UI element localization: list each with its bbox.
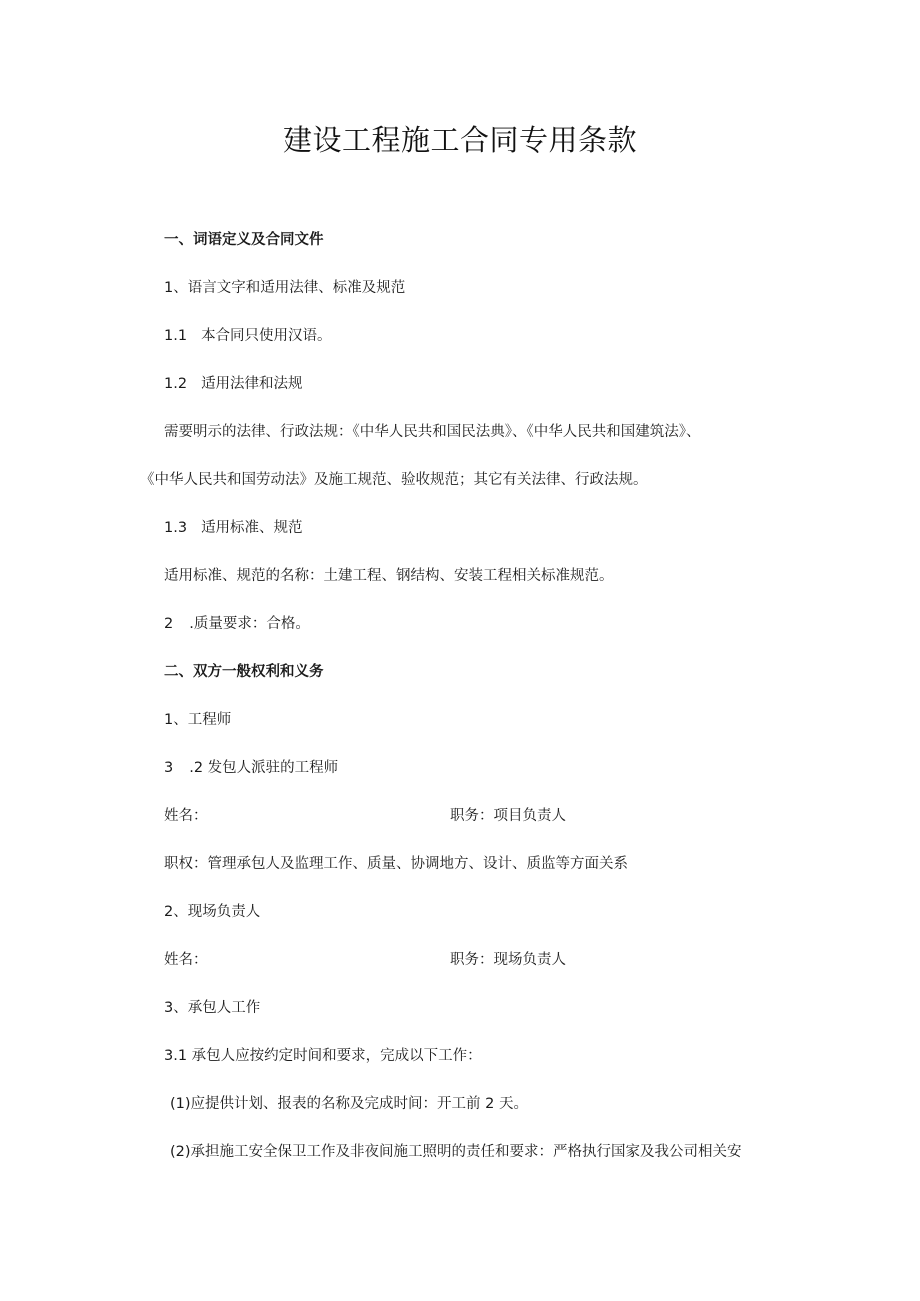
engineer-authority: 职权：管理承包人及监理工作、质量、协调地方、设计、质监等方面关系 xyxy=(164,856,628,872)
clause-text: .2 发包人派驻的工程师 xyxy=(189,760,339,776)
clause-1-2 xyxy=(164,373,303,395)
document-title: 建设工程施工合同专用条款 xyxy=(282,123,637,157)
site-manager-position: 职务：现场负责人 xyxy=(450,952,566,968)
clause-number: 1.2 xyxy=(164,376,188,392)
clause-1-3 xyxy=(164,517,303,539)
engineer-position: 职务：项目负责人 xyxy=(450,808,566,824)
section-heading-rights: 二、双方一般权利和义务 xyxy=(164,664,324,680)
clause-number: 3 xyxy=(164,760,174,776)
site-manager-name-label: 姓名： xyxy=(164,952,208,968)
engineer-name-label: 姓名： xyxy=(164,808,208,824)
clause-text: 本合同只使用汉语。 xyxy=(201,328,332,344)
standards-paragraph: 适用标准、规范的名称：土建工程、钢结构、安装工程相关标准规范。 xyxy=(164,568,614,584)
clause-number: 2 xyxy=(164,616,174,632)
clause-3-2 xyxy=(164,757,338,779)
section-heading-definitions: 一、词语定义及合同文件 xyxy=(164,232,324,248)
laws-paragraph-line-1: 需要明示的法律、行政法规：《中华人民共和国民法典》、《中华人民共和国建筑法》、 xyxy=(164,424,701,440)
clause-text: 适用法律和法规 xyxy=(201,376,303,392)
laws-paragraph-line-2: 《中华人民共和国劳动法》及施工规范、验收规范；其它有关法律、行政法规。 xyxy=(140,472,648,488)
clause-1-1 xyxy=(164,325,332,347)
clause-quality xyxy=(164,613,310,635)
clause-contractor-work: 3、承包人工作 xyxy=(164,1000,261,1016)
clause-language-law: 1、语言文字和适用法律、标准及规范 xyxy=(164,280,406,296)
contractor-intro: 3.1 承包人应按约定时间和要求，完成以下工作： xyxy=(164,1048,482,1064)
clause-number: 1.3 xyxy=(164,520,188,536)
clause-site-manager: 2、现场负责人 xyxy=(164,904,261,920)
clause-text: 适用标准、规范 xyxy=(201,520,303,536)
contractor-work-item-1: (1)应提供计划、报表的名称及完成时间：开工前 2 天。 xyxy=(170,1096,528,1112)
clause-number: 1.1 xyxy=(164,328,188,344)
clause-text: .质量要求：合格。 xyxy=(189,616,310,632)
contractor-work-item-2: (2)承担施工安全保卫工作及非夜间施工照明的责任和要求：严格执行国家及我公司相关安 xyxy=(170,1144,742,1160)
clause-engineer: 1、工程师 xyxy=(164,712,232,728)
